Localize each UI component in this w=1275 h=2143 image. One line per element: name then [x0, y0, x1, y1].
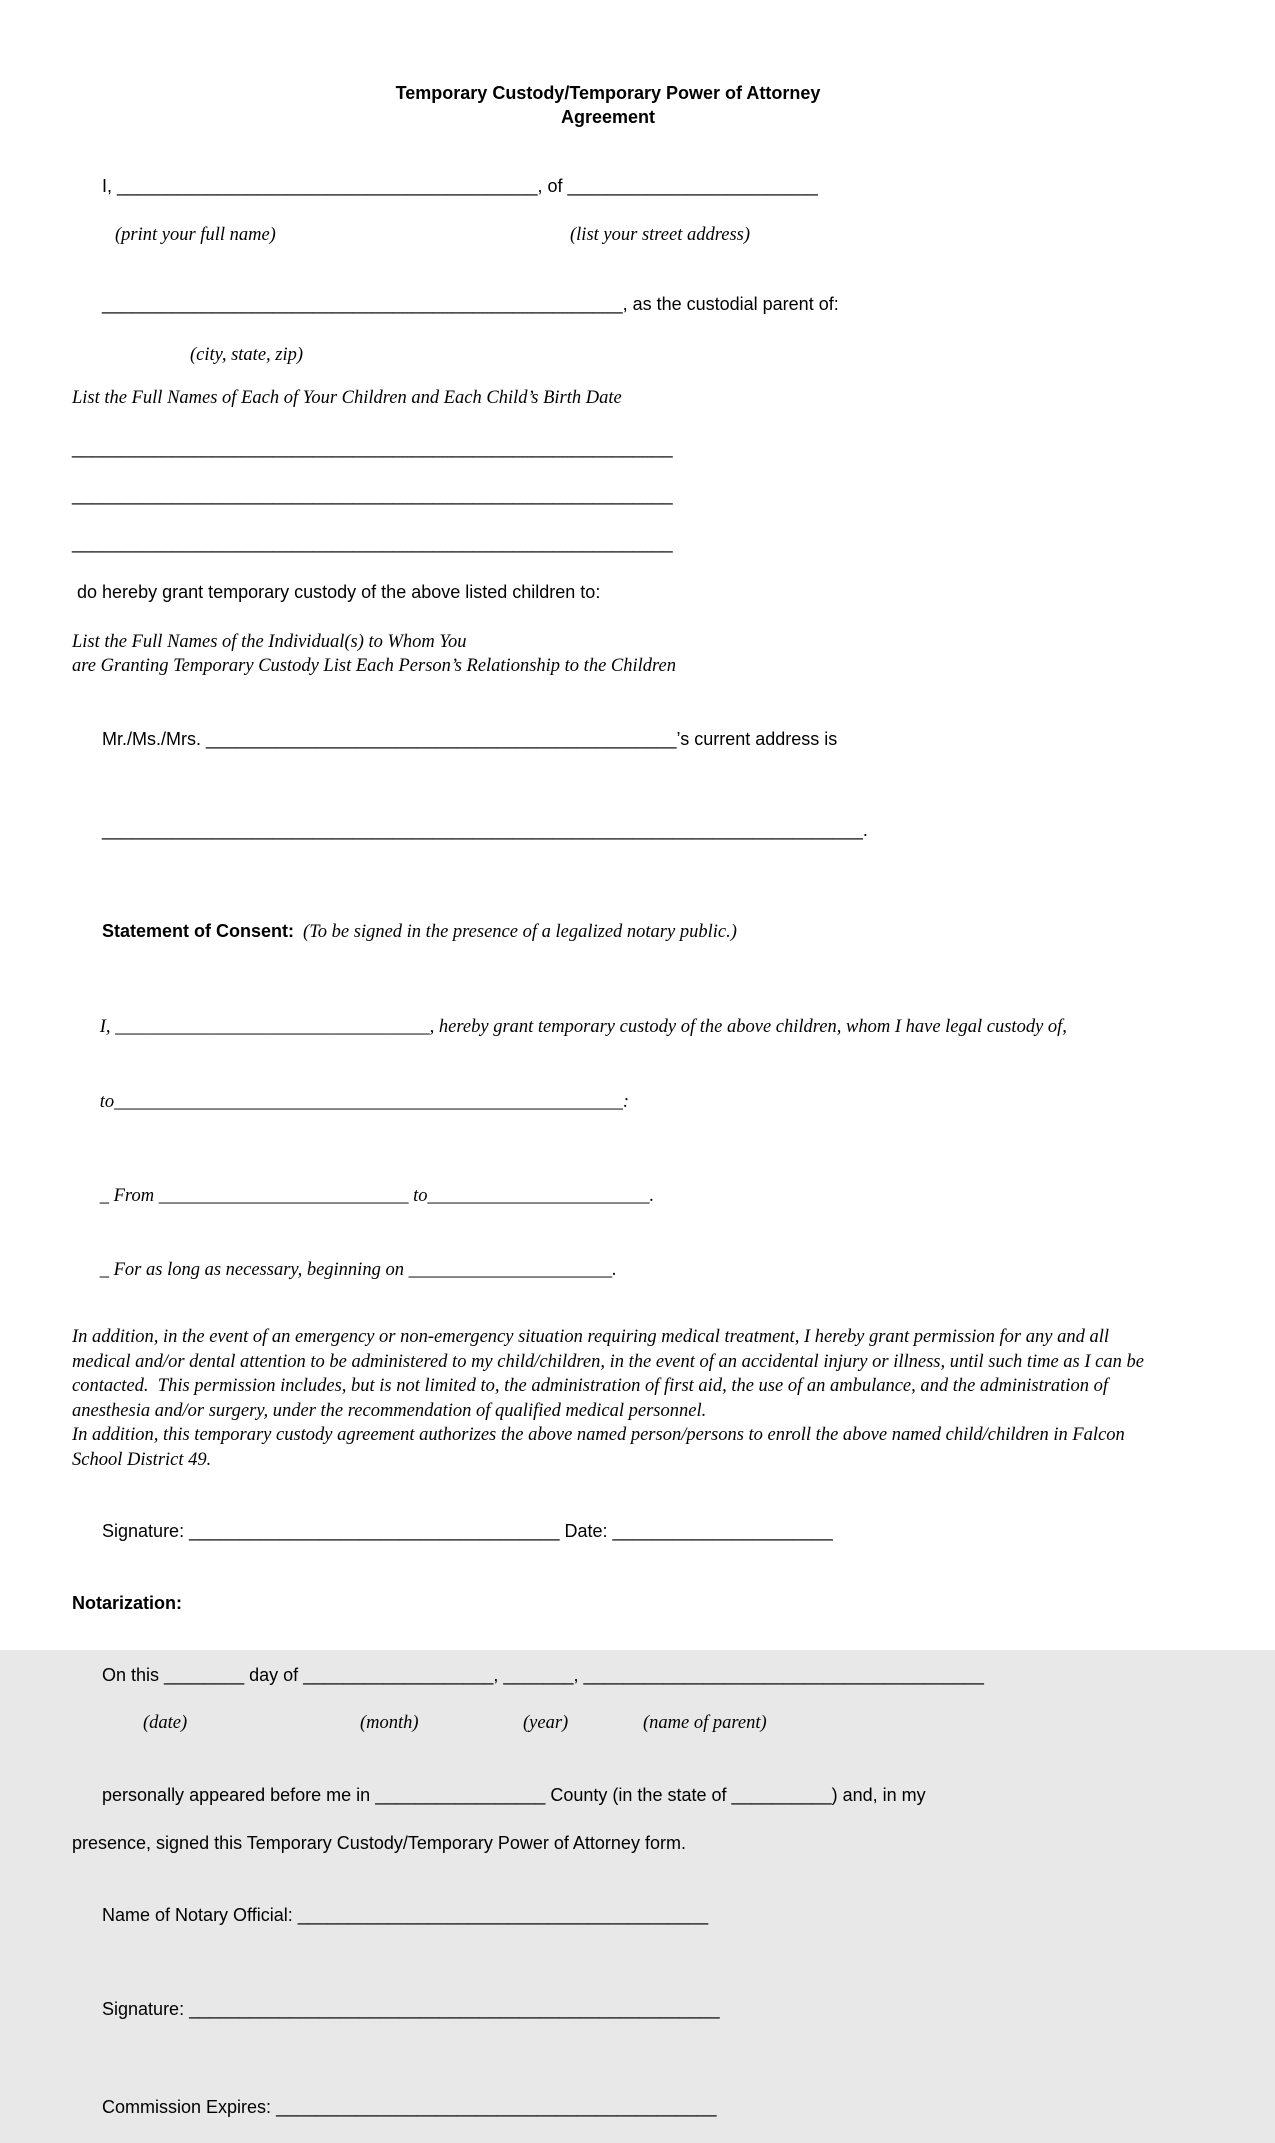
intro-mid: , of — [537, 176, 568, 196]
street-address-hint: (list your street address) — [570, 225, 751, 245]
day-of-label: day of — [244, 1665, 304, 1685]
consent-name-blank: __________________________________ — [115, 1017, 430, 1037]
notarization-date-row — [72, 1639, 1144, 1711]
option-from-checkmark-blank: _ — [99, 1186, 109, 1206]
notary-parent-name-blank: ________________________________________ — [583, 1665, 984, 1685]
option-from-period: . — [649, 1186, 655, 1206]
notary-sep2: , — [573, 1665, 584, 1685]
option-from-start-blank: ___________________________ — [158, 1186, 409, 1206]
consent-line1 — [72, 991, 1144, 1063]
option-from-row — [72, 1160, 1144, 1232]
notary-signature-blank: _____________________________________________________ — [189, 1999, 720, 2019]
county-blank: _________________ — [375, 1785, 546, 1805]
grantee-salutation: Mr./Ms./Mrs. — [102, 729, 206, 749]
appeared-line2: presence, signed this Temporary Custody/Temporary Power of Attorney form. — [72, 1833, 686, 1853]
grantee-name-blank: _______________________________________________ — [206, 729, 677, 749]
consent-grant-text: , hereby grant temporary custody of the above children, whom I have legal custody of, — [429, 1017, 1067, 1037]
commission-blank: ____________________________________________ — [276, 2097, 717, 2117]
date-blank: ______________________ — [612, 1521, 833, 1541]
county-label: County (in the state of — [545, 1785, 732, 1805]
consent-colon: : — [622, 1092, 630, 1112]
notary-month-blank: ___________________ — [303, 1665, 494, 1685]
option-from-to-label: to — [408, 1186, 428, 1206]
city-state-zip-blank: ____________________________________________________ — [102, 294, 623, 314]
grantee-name-line — [72, 703, 1144, 775]
print-name-hint: (print your full name) — [115, 225, 276, 245]
form-title-line2: Agreement — [560, 107, 656, 127]
form-title-line1: Temporary Custody/Temporary Power of Attorney — [395, 83, 821, 103]
grantee-address-line — [72, 794, 1144, 866]
notary-name-label: Name of Notary Official: — [102, 1905, 298, 1925]
notarization-heading: Notarization: — [72, 1593, 182, 1613]
street-address-blank: _________________________ — [567, 176, 818, 196]
date-label: Date: — [559, 1521, 613, 1541]
city-hint-row — [72, 343, 1144, 367]
appeared-pre-text: personally appeared before me in — [102, 1785, 376, 1805]
appeared-post-text: ) and, in my — [831, 1785, 926, 1805]
notary-name-row — [72, 1879, 1144, 1951]
signature-blank: _____________________________________ — [189, 1521, 560, 1541]
commission-row — [72, 2071, 1144, 2143]
option-duration-row — [72, 1234, 1144, 1306]
grantee-address-period: . — [862, 820, 868, 840]
grantee-instruction-line2: are Granting Temporary Custody List Each Person’s Relationship to the Children — [72, 656, 676, 676]
form-content — [72, 0, 1149, 2143]
state-blank: __________ — [731, 1785, 832, 1805]
consent-to-blank: _______________________________________________________ — [114, 1092, 623, 1112]
notarization-hints-row — [72, 1711, 1144, 1735]
date-hint: (date) — [143, 1713, 188, 1733]
form-title — [72, 81, 1144, 129]
grant-custody-text: do hereby grant temporary custody of the above listed children to: — [72, 582, 601, 602]
signature-label: Signature: — [102, 1521, 190, 1541]
child-line-3: ____________________________________________________________ — [72, 533, 673, 553]
commission-label: Commission Expires: — [102, 2097, 277, 2117]
custodial-parent-text: , as the custodial parent of: — [622, 294, 839, 314]
month-hint: (month) — [360, 1713, 419, 1733]
notary-date-blank: ________ — [164, 1665, 245, 1685]
city-line — [72, 268, 1144, 340]
option-duration-blank: ______________________ — [408, 1260, 613, 1280]
notary-signature-label: Signature: — [102, 1999, 190, 2019]
option-duration-label: For as long as necessary, beginning on — [109, 1260, 409, 1280]
children-instruction: List the Full Names of Each of Your Children and Each Child’s Birth Date — [72, 388, 622, 408]
medical-permission-paragraph: In addition, in the event of an emergency or non-emergency situation requiring medical treatment, I hereby grant permission for any and all medical and/or dental attention to be administered to my child/children, in the event of an accidental injury or illness, until such time as I can be contacted. This permission includes, but is not limited to, the administration of first aid, the use of an ambulance, and the administration of anesthesia and/or surgery, under the recommendation of qualified medical personnel. — [72, 1327, 1149, 1421]
enrollment-paragraph: In addition, this temporary custody agreement authorizes the above named person/persons to enroll the above named child/children in Falcon School District 49. — [72, 1425, 1130, 1470]
on-this-label: On this — [102, 1665, 165, 1685]
consent-i-prefix: I, — [99, 1017, 116, 1037]
notary-sep1: , — [493, 1665, 504, 1685]
grantee-address-text: ’s current address is — [676, 729, 838, 749]
intro-prefix: I, — [102, 176, 118, 196]
grantee-instruction-line1: List the Full Names of the Individual(s) to Whom You — [72, 632, 467, 652]
notary-year-blank: _______ — [503, 1665, 574, 1685]
signature-row — [72, 1495, 1144, 1567]
city-state-zip-hint: (city, state, zip) — [190, 345, 304, 365]
option-duration-period: . — [612, 1260, 617, 1280]
notary-name-blank: _________________________________________ — [297, 1905, 709, 1925]
child-line-2: ____________________________________________________________ — [72, 485, 673, 505]
parent-name-hint: (name of parent) — [643, 1713, 767, 1733]
consent-heading: Statement of Consent: — [102, 921, 295, 941]
option-from-end-blank: ________________________ — [427, 1186, 650, 1206]
year-hint: (year) — [523, 1713, 569, 1733]
intro-hints-row — [72, 223, 1144, 247]
appeared-line1 — [72, 1759, 1144, 1831]
consent-line2 — [72, 1066, 1144, 1138]
consent-to-prefix: to — [99, 1092, 115, 1112]
notary-signature-row — [72, 1973, 1144, 2045]
grantee-address-blank: ____________________________________________________________________________ — [102, 820, 863, 840]
child-line-1: ____________________________________________________________ — [72, 438, 673, 458]
parent-name-blank: __________________________________________ — [117, 176, 538, 196]
option-duration-checkmark-blank: _ — [99, 1260, 109, 1280]
consent-heading-row — [72, 895, 1144, 968]
intro-line — [72, 150, 1144, 222]
option-from-label: From — [109, 1186, 159, 1206]
consent-note: (To be signed in the presence of a legalized notary public.) — [303, 922, 737, 942]
